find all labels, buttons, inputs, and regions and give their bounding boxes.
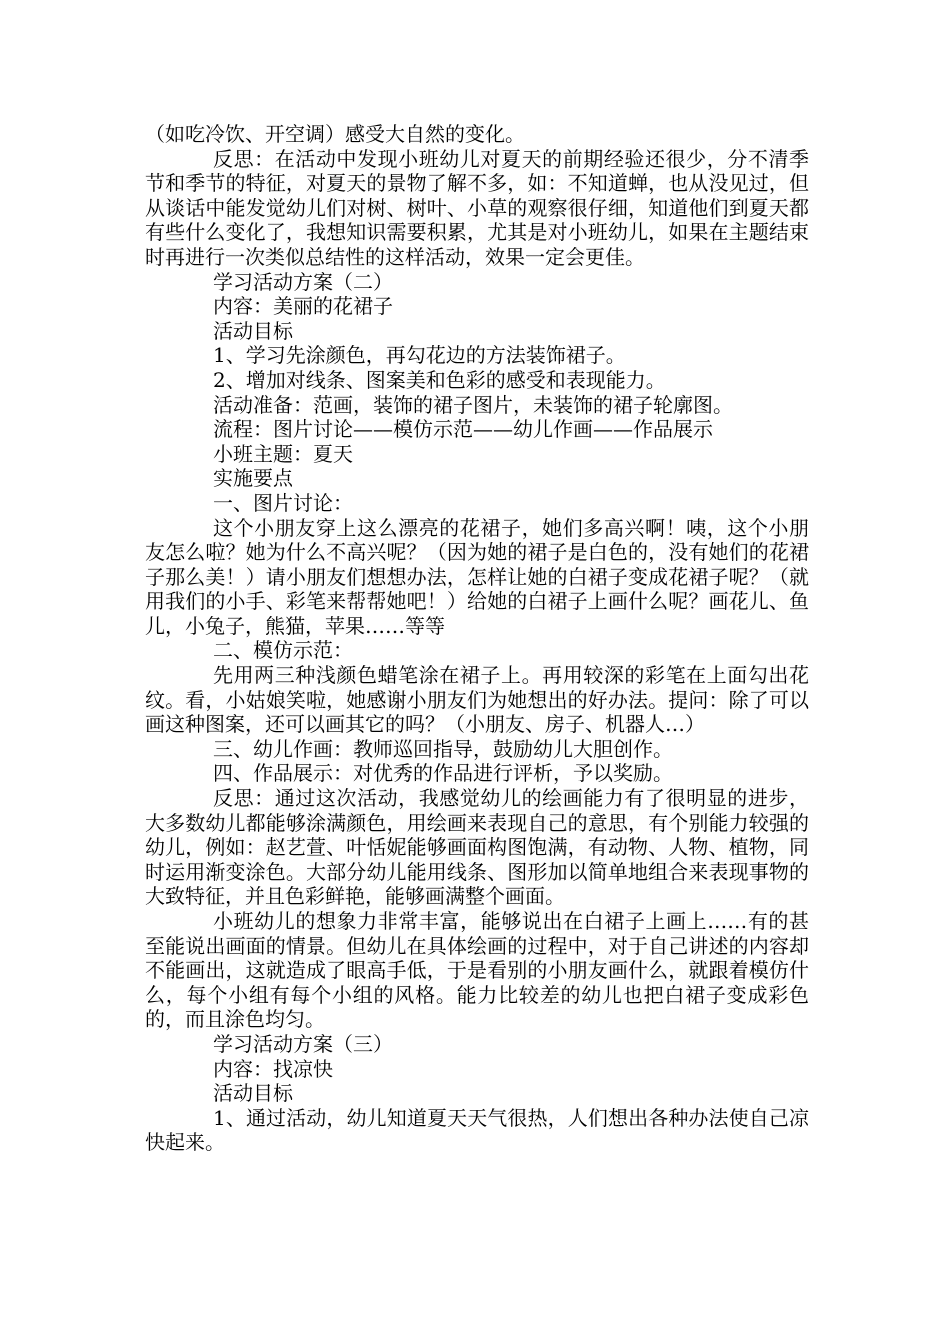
key-points-heading: 实施要点 <box>213 466 293 491</box>
preparation-line: 活动准备：范画，装饰的裙子图片，未装饰的裙子轮廓图。 <box>213 392 733 417</box>
objectives-heading: 活动目标 <box>213 1081 293 1106</box>
paragraph-reflection-2: 反思：通过这次活动，我感觉幼儿的绘画能力有了很明显的进步，大多数幼儿都能够涂满颜色，用绘画来表现自己的意思，有个别能力较强的幼儿，例如：赵艺萱、叶恬妮能够画面构图饱满，有动物、人物、植物，同时运用渐变涂色。大部分幼儿能用线条、图形加以简单地组合来表现事物的大致特征，并且色彩鲜艳，能够画满整个画面。 <box>145 786 809 909</box>
document-page <box>145 122 809 1155</box>
content-line: 内容：找凉快 <box>213 1056 333 1081</box>
step-heading: 一、图片讨论： <box>213 490 353 515</box>
objective-item: 2、增加对线条、图案美和色彩的感受和表现能力。 <box>213 367 666 392</box>
paragraph-body: 这个小朋友穿上这么漂亮的花裙子，她们多高兴啊！咦，这个小朋友怎么啦？她为什么不高兴呢？（因为她的裙子是白色的，没有她们的花裙子那么美！）请小朋友们想想办法，怎样让她的白裙子变成花裙子呢？（就用我们的小手、彩笔来帮帮她吧！）给她的白裙子上画什么呢？画花儿、鱼儿，小兔子，熊猫，苹果……等等 <box>145 515 809 638</box>
content-line: 内容：美丽的花裙子 <box>213 294 393 319</box>
objective-item: 1、学习先涂颜色，再勾花边的方法装饰裙子。 <box>213 343 626 368</box>
paragraph-continuation: （如吃冷饮、开空调）感受大自然的变化。 <box>145 122 525 146</box>
step-heading: 二、模仿示范： <box>213 638 353 663</box>
objective-item: 1、通过活动，幼儿知道夏天天气很热，人们想出各种办法使自己凉快起来。 <box>145 1105 809 1155</box>
process-line: 流程：图片讨论——模仿示范——幼儿作画——作品展示 <box>213 417 713 442</box>
step-heading: 四、作品展示：对优秀的作品进行评析，予以奖励。 <box>213 761 673 786</box>
paragraph-body: 小班幼儿的想象力非常丰富，能够说出在白裙子上画上……有的甚至能说出画面的情景。但幼儿在具体绘画的过程中，对于自己讲述的内容却不能画出，这就造成了眼高手低，于是看别的小朋友画什么，就跟着模仿什么，每个小组有每个小组的风格。能力比较差的幼儿也把白裙子变成彩色的，而且涂色均匀。 <box>145 909 809 1032</box>
theme-line: 小班主题：夏天 <box>213 441 353 466</box>
paragraph-reflection-1: 反思：在活动中发现小班幼儿对夏天的前期经验还很少，分不清季节和季节的特征，对夏天的景物了解不多，如：不知道蝉，也从没见过，但从谈话中能发觉幼儿们对树、树叶、小草的观察很仔细，知道他们到夏天都有些什么变化了，我想知识需要积累，尤其是对小班幼儿，如果在主题结束时再进行一次类似总结性的这样活动，效果一定会更佳。 <box>145 146 809 269</box>
step-heading: 三、幼儿作画：教师巡回指导，鼓励幼儿大胆创作。 <box>213 736 673 761</box>
section-heading-plan-2: 学习活动方案（二） <box>213 269 393 294</box>
objectives-heading: 活动目标 <box>213 318 293 343</box>
section-heading-plan-3: 学习活动方案（三） <box>213 1031 393 1056</box>
paragraph-body: 先用两三种浅颜色蜡笔涂在裙子上。再用较深的彩笔在上面勾出花纹。看，小姑娘笑啦，她感谢小朋友们为她想出的好办法。提问：除了可以画这种图案，还可以画其它的吗？（小朋友、房子、机器人…） <box>145 663 809 737</box>
